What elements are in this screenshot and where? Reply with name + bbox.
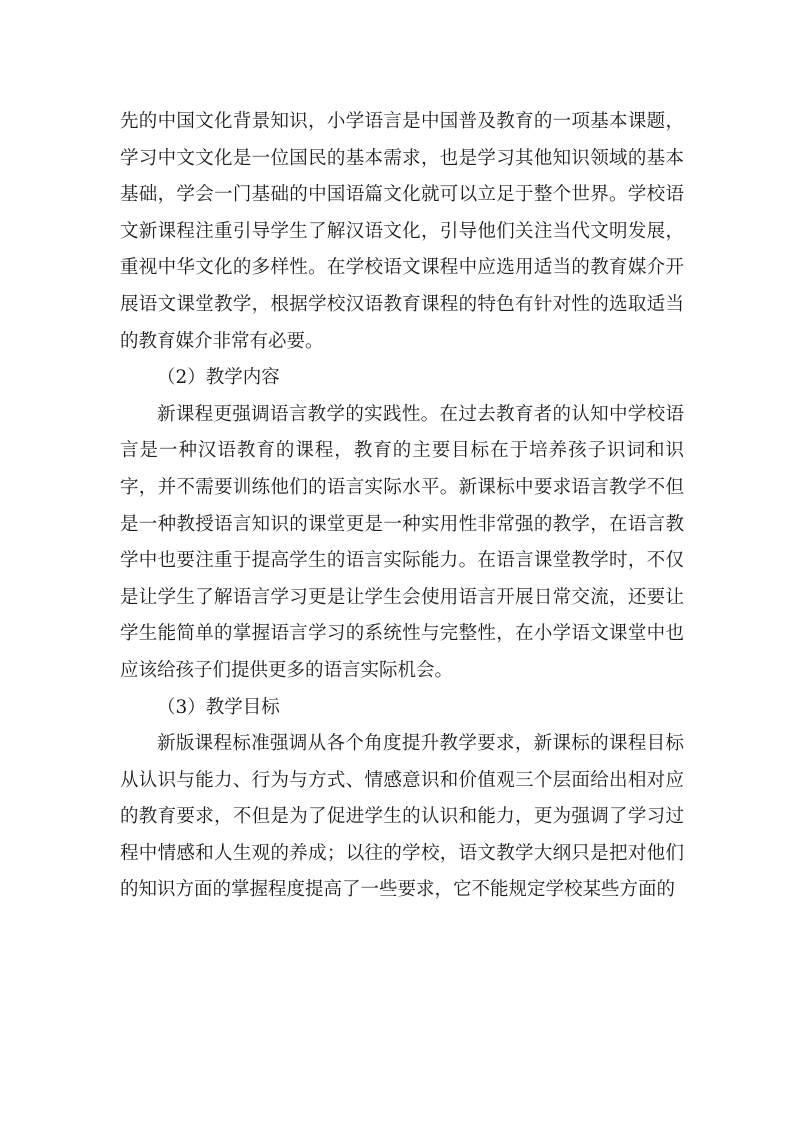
body-paragraph: 新版课程标准强调从各个角度提升教学要求，新课标的课程目标从认识与能力、行为与方式、情感意识和价值观三个层面给出相对应的教育要求，不但是为了促进学生的认识和能力，更为强调了学习过程中情感和人生观的养成；以往的学校，语文教学大纲只是把对他们的知识方面的掌握程度提高了一些要求，它不能规定学校某些方面的 [120, 733, 684, 901]
document-body [120, 104, 684, 909]
section-heading-teaching-goals: （3）教学目标 [157, 696, 280, 718]
body-paragraph: 新课程更强调语言教学的实践性。在过去教育者的认知中学校语言是一种汉语教育的课程，教育的主要目标在于培养孩子识词和识字，并不需要训练他们的语言实际水平。新课标中要求语言教学不但是一种教授语言知识的课堂更是一种实用性非常强的教学，在语言教学中也要注重于提高学生的语言实际能力。在语言课堂教学时，不仅是让学生了解语言学习更是让学生会使用语言开展日常交流，还要让学生能简单的掌握语言学习的系统性与完整性，在小学语文课堂中也应该给孩子们提供更多的语言实际机会。 [120, 403, 684, 681]
section-heading-teaching-content: （2）教学内容 [157, 367, 280, 389]
body-paragraph: 先的中国文化背景知识，小学语言是中国普及教育的一项基本课题，学习中文文化是一位国民的基本需求，也是学习其他知识领域的基本基础，学会一门基础的中国语篇文化就可以立足于整个世界。学校语文新课程注重引导学生了解汉语文化，引导他们关注当代文明发展，重视中华文化的多样性。在学校语文课程中应选用适当的教育媒介开展语文课堂教学，根据学校汉语教育课程的特色有针对性的选取适当的教育媒介非常有必要。 [120, 111, 684, 352]
